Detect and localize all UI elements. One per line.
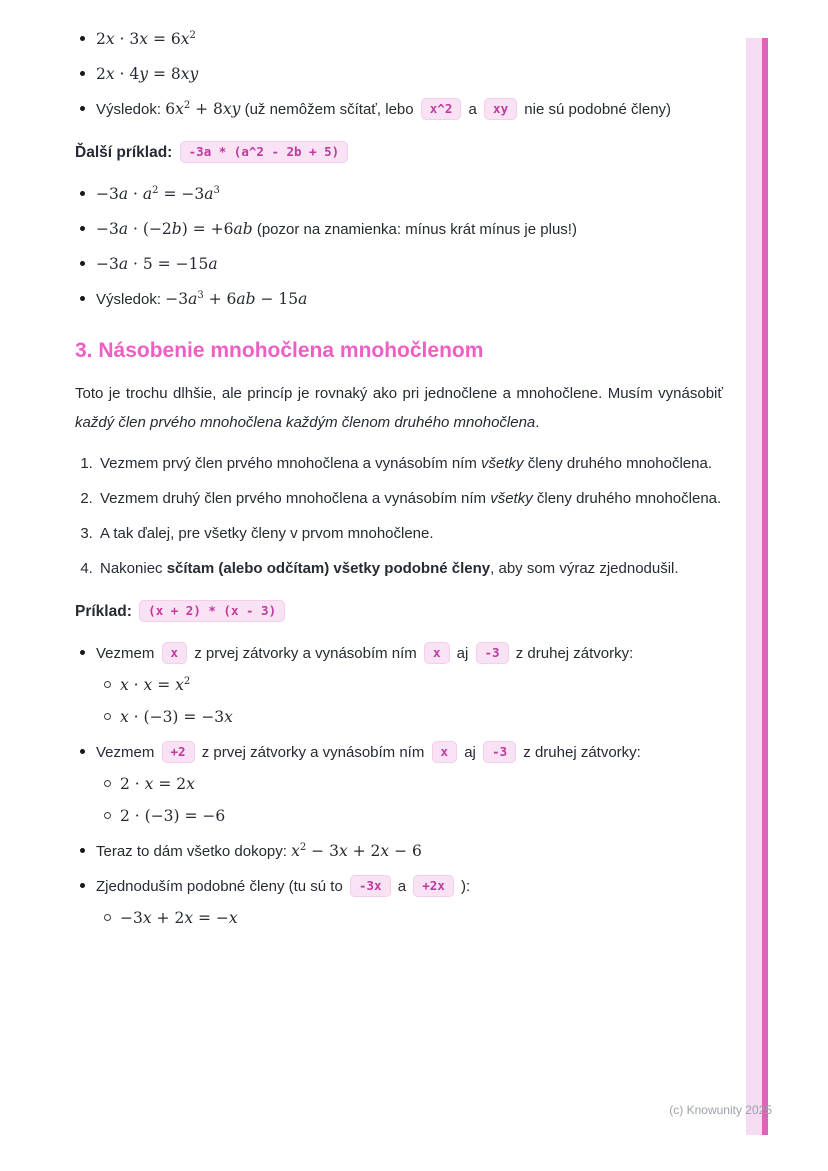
math-token: − 6	[389, 842, 422, 860]
text-segment: z prvej zátvorky a vynásobím ním	[197, 744, 429, 761]
text-segment: , aby som výraz zjednodušil.	[490, 560, 679, 577]
example-label	[75, 138, 723, 166]
math-expression	[165, 100, 240, 118]
text-segment: členy druhého mnohočlena.	[523, 455, 712, 472]
math-expression	[120, 676, 190, 694]
sub-list-item	[120, 905, 723, 932]
italic-text: každý člen prvého mnohočlena každým členom druhého mnohočlena	[75, 414, 536, 431]
math-token: a	[298, 290, 308, 308]
math-token: −3	[165, 290, 189, 308]
inline-code-chip: x	[162, 642, 188, 664]
math-token: ab	[236, 290, 256, 308]
copyright-footer: (c) Knowunity 2025	[669, 1103, 772, 1117]
math-token: = 2	[153, 775, 187, 793]
bullet-list	[75, 181, 723, 313]
math-token: x	[380, 842, 390, 860]
text-segment: nie sú podobné členy)	[520, 101, 672, 118]
text-segment: Nakoniec	[100, 560, 167, 577]
text-segment: Vezmem	[96, 645, 159, 662]
list-item	[97, 556, 723, 582]
list-item-text	[100, 521, 723, 547]
math-token: x	[338, 842, 348, 860]
bullet-list	[75, 26, 723, 123]
math-token: 2	[96, 65, 106, 83]
math-token: a	[118, 185, 129, 203]
math-token: 2	[96, 30, 106, 48]
math-token: a	[208, 255, 218, 273]
text-segment: Vezmem druhý člen prvého mnohočlena a vynásobím ním	[100, 490, 491, 507]
list-item-text	[96, 96, 723, 123]
paragraph	[75, 379, 723, 437]
list-item-text	[96, 61, 723, 88]
text-segment: Vezmem	[96, 744, 159, 761]
text-segment: Výsledok:	[96, 291, 166, 308]
math-token: − 3	[306, 842, 339, 860]
page-edge-stripe	[762, 38, 768, 1135]
sub-list	[96, 672, 723, 731]
math-token: · 5 = −15	[128, 255, 209, 273]
math-token: ab	[233, 220, 253, 238]
list-item	[96, 61, 723, 88]
math-token: a	[204, 185, 214, 203]
text-segment: z druhej zátvorky:	[511, 645, 634, 662]
inline-code-chip: +2	[162, 741, 195, 763]
text-segment: Vezmem prvý člen prvého mnohočlena a vynásobím ním	[100, 455, 482, 472]
math-token: 2 · (−3) = −6	[120, 807, 226, 825]
math-token: xy	[180, 65, 199, 83]
inline-code-chip: xy	[484, 98, 517, 120]
math-token: =	[152, 676, 176, 694]
text-segment: ):	[456, 878, 471, 895]
math-token: 6	[165, 100, 176, 118]
math-token: x	[186, 775, 195, 793]
math-superscript: 2	[183, 99, 191, 111]
math-superscript: 2	[183, 675, 191, 687]
math-token: −3	[96, 220, 119, 238]
inline-code-chip: -3a * (a^2 - 2b + 5)	[180, 141, 349, 163]
text-segment: (pozor na znamienka: mínus krát mínus je plus!)	[252, 221, 577, 238]
list-item	[96, 640, 723, 731]
text-segment: (už nemôžem sčítať, lebo	[240, 101, 418, 118]
math-token: x	[291, 842, 300, 860]
math-expression	[291, 842, 422, 860]
math-superscript: 2	[152, 184, 159, 196]
math-token: −3	[96, 255, 119, 273]
text-segment: .	[535, 414, 540, 431]
math-expression	[96, 65, 198, 83]
math-token: ) = +6	[181, 220, 234, 238]
math-expression	[120, 708, 233, 726]
math-expression	[120, 909, 238, 927]
math-expression	[165, 290, 307, 308]
inline-code-chip: -3	[483, 741, 516, 763]
text-segment: aj	[460, 744, 481, 761]
list-item	[96, 286, 723, 313]
inline-code-chip: +2x	[413, 875, 454, 897]
math-token: x	[120, 676, 129, 694]
inline-code-chip: -3x	[350, 875, 391, 897]
sub-list	[96, 905, 723, 932]
sub-list-item	[120, 771, 723, 798]
text-segment: a	[464, 101, 482, 118]
bold-text: sčítam (alebo odčítam) všetky podobné členy	[166, 560, 491, 577]
text-segment: Zjednoduším podobné členy (tu sú to	[96, 878, 347, 895]
list-item-text	[100, 486, 723, 512]
math-token: · (−3) = −3	[128, 708, 225, 726]
numbered-list	[75, 451, 723, 582]
list-item	[96, 251, 723, 278]
math-token: x	[139, 30, 149, 48]
list-item-text	[96, 838, 723, 865]
inline-code-chip: -3	[476, 642, 509, 664]
inline-code-chip: x	[432, 741, 458, 763]
math-expression	[96, 220, 253, 238]
math-expression	[120, 807, 225, 825]
list-item-text	[96, 251, 723, 278]
list-item	[96, 838, 723, 865]
list-item	[96, 181, 723, 208]
list-item	[97, 451, 723, 477]
math-token: x	[142, 909, 152, 927]
text-segment: Toto je trochu dlhšie, ale princíp je rovnaký ako pri jednočlene a mnohočlene. Musím vynásobiť	[75, 385, 723, 402]
math-token: x	[105, 65, 115, 83]
list-item	[96, 216, 723, 243]
math-token: x	[120, 708, 129, 726]
text-segment: Výsledok:	[96, 101, 166, 118]
math-token: + 6	[203, 290, 237, 308]
text-segment: a	[393, 878, 411, 895]
math-token: · (−2	[128, 220, 172, 238]
list-item-text	[96, 873, 723, 900]
math-token: 2 ·	[120, 775, 145, 793]
inline-code-chip: x	[424, 642, 450, 664]
math-superscript: 3	[197, 289, 204, 301]
math-token: = −	[193, 909, 229, 927]
math-superscript: 3	[213, 184, 220, 196]
math-token: y	[139, 65, 149, 83]
example-label	[75, 597, 723, 625]
list-item-text	[96, 181, 723, 208]
sub-list-item	[120, 672, 723, 699]
math-token: + 8	[190, 100, 223, 118]
list-item-text	[96, 640, 723, 667]
page-edge-decoration	[746, 38, 768, 1135]
list-item-text	[96, 216, 723, 243]
math-token: a	[118, 220, 129, 238]
math-token: + 2	[151, 909, 185, 927]
list-item	[97, 486, 723, 512]
math-token: x	[144, 775, 154, 793]
math-token: a	[142, 185, 153, 203]
inline-code-chip: (x + 2) * (x - 3)	[139, 600, 285, 622]
math-expression	[96, 185, 220, 203]
list-item	[96, 873, 723, 932]
bold-text: Ďalší príklad:	[75, 144, 177, 161]
math-token: x	[175, 676, 184, 694]
math-superscript: 2	[299, 841, 307, 853]
math-token: = 6	[148, 30, 181, 48]
list-item	[97, 521, 723, 547]
math-token: x	[224, 708, 233, 726]
list-item-text	[96, 286, 723, 313]
math-token: −3	[96, 185, 119, 203]
sub-list-item	[120, 704, 723, 731]
math-token: a	[188, 290, 198, 308]
math-token: a	[118, 255, 129, 273]
math-token: b	[171, 220, 182, 238]
text-segment: A tak ďalej, pre všetky členy v prvom mnohočlene.	[100, 525, 434, 542]
math-token: − 15	[255, 290, 299, 308]
bold-text: Príklad:	[75, 603, 137, 620]
sub-list-item	[120, 803, 723, 830]
section-heading: 3. Násobenie mnohočlena mnohočlenom	[75, 339, 484, 362]
math-token: x	[228, 909, 238, 927]
math-superscript: 2	[189, 29, 196, 41]
math-token: ·	[128, 676, 144, 694]
math-token: · 3	[114, 30, 140, 48]
math-token: x	[184, 909, 194, 927]
sub-list	[96, 771, 723, 830]
math-token: x	[180, 30, 190, 48]
italic-text: všetky	[481, 455, 524, 472]
math-token: ·	[128, 185, 143, 203]
list-item	[96, 739, 723, 830]
math-token: = −3	[158, 185, 205, 203]
italic-text: všetky	[490, 490, 533, 507]
math-token: −3	[120, 909, 143, 927]
list-item-text	[96, 739, 723, 766]
math-token: x	[105, 30, 115, 48]
math-token: x	[143, 676, 153, 694]
math-token: xy	[222, 100, 241, 118]
list-item-text	[96, 26, 723, 53]
math-token: · 4	[114, 65, 140, 83]
math-token: + 2	[347, 842, 381, 860]
math-expression	[96, 255, 218, 273]
list-item	[96, 96, 723, 123]
math-expression	[96, 30, 196, 48]
list-item-text	[100, 451, 723, 477]
list-item	[96, 26, 723, 53]
text-segment: aj	[452, 645, 473, 662]
math-expression	[120, 775, 195, 793]
bullet-list	[75, 640, 723, 932]
text-segment: Teraz to dám všetko dokopy:	[96, 843, 292, 860]
text-segment: z druhej zátvorky:	[519, 744, 641, 761]
document-content	[75, 26, 723, 940]
inline-code-chip: x^2	[421, 98, 462, 120]
math-token: = 8	[148, 65, 181, 83]
text-segment: členy druhého mnohočlena.	[532, 490, 722, 507]
list-item-text	[100, 556, 723, 582]
text-segment: z prvej zátvorky a vynásobím ním	[190, 645, 421, 662]
math-token: x	[175, 100, 184, 118]
